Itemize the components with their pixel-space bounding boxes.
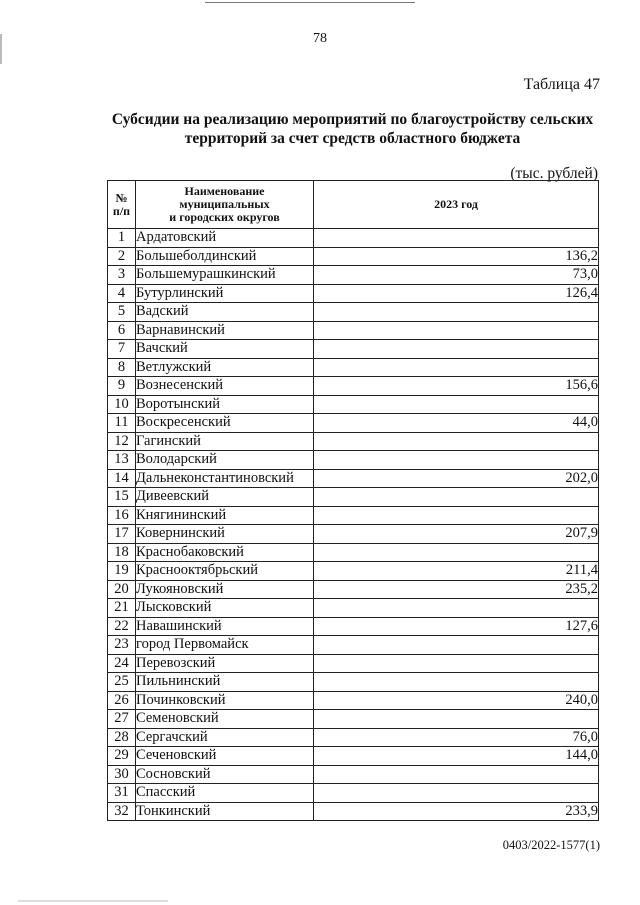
table-row (108, 284, 599, 303)
subsidy-value (314, 340, 599, 359)
subsidy-value: 76,0 (314, 728, 599, 747)
table-row (108, 247, 599, 266)
table-row (108, 710, 599, 729)
title-line-2: территорий за счет средств областного бюджета (184, 130, 521, 147)
table-row (108, 377, 599, 396)
district-name: Вадский (136, 303, 314, 322)
subsidy-value (314, 654, 599, 673)
district-name: Семеновский (136, 710, 314, 729)
district-name: Большемурашкинский (136, 266, 314, 285)
table-header-row (108, 181, 599, 229)
district-name: Дивеевский (136, 488, 314, 507)
subsidy-value: 156,6 (314, 377, 599, 396)
district-name: Навашинский (136, 617, 314, 636)
district-name: Краснобаковский (136, 543, 314, 562)
subsidy-value (314, 451, 599, 470)
table-row (108, 802, 599, 821)
row-number: 5 (108, 303, 136, 322)
district-name: Ветлужский (136, 358, 314, 377)
subsidy-value (314, 321, 599, 340)
subsidy-value: 211,4 (314, 562, 599, 581)
district-name: Пильнинский (136, 673, 314, 692)
table-row (108, 432, 599, 451)
title-line-1: Субсидии на реализацию мероприятий по благоустройству сельских (111, 111, 594, 128)
row-number: 19 (108, 562, 136, 581)
subsidy-value (314, 358, 599, 377)
row-number: 23 (108, 636, 136, 655)
table-row (108, 599, 599, 618)
district-name: Лукояновский (136, 580, 314, 599)
units-label: (тыс. рублей) (510, 165, 598, 182)
bottom-scan-mark (18, 900, 168, 902)
row-number: 8 (108, 358, 136, 377)
row-number: 31 (108, 784, 136, 803)
table-row (108, 414, 599, 433)
subsidy-value: 240,0 (314, 691, 599, 710)
subsidy-value (314, 673, 599, 692)
row-number: 12 (108, 432, 136, 451)
row-number: 26 (108, 691, 136, 710)
subsidy-value: 233,9 (314, 802, 599, 821)
table-row (108, 747, 599, 766)
district-name: Воротынский (136, 395, 314, 414)
subsidy-value (314, 710, 599, 729)
document-code: 0403/2022-1577(1) (502, 838, 600, 852)
header-name (136, 181, 314, 229)
table-row (108, 488, 599, 507)
row-number: 3 (108, 266, 136, 285)
table-row (108, 506, 599, 525)
subsidy-value (314, 395, 599, 414)
table-row (108, 691, 599, 710)
row-number: 2 (108, 247, 136, 266)
row-number: 29 (108, 747, 136, 766)
district-name: Перевозский (136, 654, 314, 673)
table-row (108, 784, 599, 803)
subsidy-value: 136,2 (314, 247, 599, 266)
table-row (108, 451, 599, 470)
header-number (108, 181, 136, 229)
table-row (108, 340, 599, 359)
table-row (108, 358, 599, 377)
row-number: 22 (108, 617, 136, 636)
subsidy-value (314, 636, 599, 655)
table-row (108, 728, 599, 747)
header-number-line-2: п/п (112, 203, 131, 218)
district-name: Гагинский (136, 432, 314, 451)
row-number: 27 (108, 710, 136, 729)
table-row (108, 654, 599, 673)
table-row (108, 617, 599, 636)
row-number: 20 (108, 580, 136, 599)
subsidy-value (314, 784, 599, 803)
header-year: 2023 год (314, 181, 599, 229)
subsidy-value: 44,0 (314, 414, 599, 433)
document-title (105, 110, 600, 148)
subsidy-value (314, 303, 599, 322)
district-name: город Первомайск (136, 636, 314, 655)
subsidy-value: 207,9 (314, 525, 599, 544)
header-name-line-2: муниципальных (179, 197, 270, 211)
table-row (108, 765, 599, 784)
district-name: Сосновский (136, 765, 314, 784)
row-number: 17 (108, 525, 136, 544)
district-name: Вачский (136, 340, 314, 359)
subsidy-value: 127,6 (314, 617, 599, 636)
table-row (108, 469, 599, 488)
row-number: 11 (108, 414, 136, 433)
header-number-line-1: № (115, 190, 128, 205)
table-label: Таблица 47 (523, 76, 600, 93)
header-name-line-1: Наименование (184, 184, 265, 198)
row-number: 13 (108, 451, 136, 470)
district-name: Варнавинский (136, 321, 314, 340)
row-number: 24 (108, 654, 136, 673)
row-number: 4 (108, 284, 136, 303)
row-number: 18 (108, 543, 136, 562)
table-row (108, 229, 599, 248)
row-number: 15 (108, 488, 136, 507)
district-name: Большеболдинский (136, 247, 314, 266)
district-name: Володарский (136, 451, 314, 470)
district-name: Воскресенский (136, 414, 314, 433)
district-name: Починковский (136, 691, 314, 710)
district-name: Княгининский (136, 506, 314, 525)
table-row (108, 266, 599, 285)
subsidies-table (107, 180, 599, 821)
subsidy-value (314, 765, 599, 784)
row-number: 25 (108, 673, 136, 692)
row-number: 1 (108, 229, 136, 248)
subsidy-value (314, 506, 599, 525)
district-name: Ардатовский (136, 229, 314, 248)
subsidy-value: 144,0 (314, 747, 599, 766)
row-number: 28 (108, 728, 136, 747)
row-number: 7 (108, 340, 136, 359)
subsidy-value: 73,0 (314, 266, 599, 285)
row-number: 9 (108, 377, 136, 396)
table-row (108, 636, 599, 655)
subsidy-value (314, 599, 599, 618)
district-name: Бутурлинский (136, 284, 314, 303)
table-row (108, 525, 599, 544)
row-number: 32 (108, 802, 136, 821)
row-number: 16 (108, 506, 136, 525)
district-name: Сергачский (136, 728, 314, 747)
subsidy-value: 126,4 (314, 284, 599, 303)
table-row (108, 321, 599, 340)
table-row (108, 580, 599, 599)
header-name-line-3: и городских округов (169, 210, 280, 224)
row-number: 21 (108, 599, 136, 618)
subsidy-value (314, 488, 599, 507)
top-scan-line (205, 2, 415, 3)
table-row (108, 395, 599, 414)
table-row (108, 303, 599, 322)
district-name: Тонкинский (136, 802, 314, 821)
district-name: Спасский (136, 784, 314, 803)
row-number: 14 (108, 469, 136, 488)
district-name: Лысковский (136, 599, 314, 618)
district-name: Вознесенский (136, 377, 314, 396)
district-name: Сеченовский (136, 747, 314, 766)
page-number: 78 (313, 31, 327, 46)
table-row (108, 562, 599, 581)
subsidy-value (314, 543, 599, 562)
row-number: 6 (108, 321, 136, 340)
district-name: Дальнеконстантиновский (136, 469, 314, 488)
table-row (108, 543, 599, 562)
subsidy-value (314, 229, 599, 248)
district-name: Ковернинский (136, 525, 314, 544)
row-number: 30 (108, 765, 136, 784)
subsidy-value: 235,2 (314, 580, 599, 599)
table-row (108, 673, 599, 692)
district-name: Краснооктябрьский (136, 562, 314, 581)
subsidy-value (314, 432, 599, 451)
row-number: 10 (108, 395, 136, 414)
subsidy-value: 202,0 (314, 469, 599, 488)
